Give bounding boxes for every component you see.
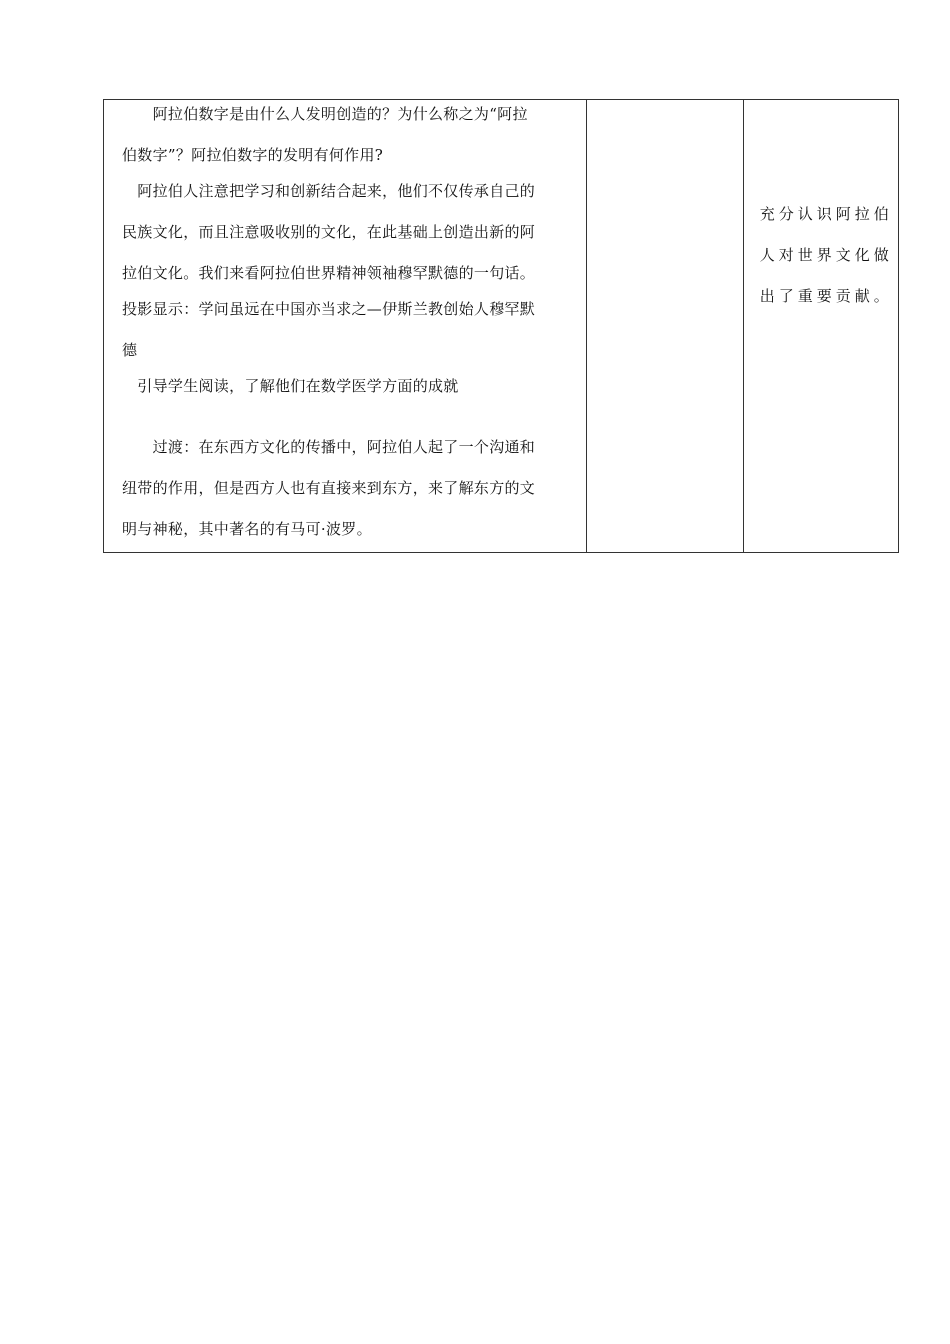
content-line: 伯数字”？阿拉伯数字的发明有何作用? bbox=[122, 146, 384, 164]
content-line: 过渡：在东西方文化的传播中，阿拉伯人起了一个沟通和 bbox=[122, 438, 536, 456]
lesson-table bbox=[103, 99, 899, 553]
teaching-content-cell bbox=[104, 100, 587, 553]
content-line: 明与神秘，其中著名的有马可·波罗。 bbox=[122, 520, 372, 538]
content-line: 引导学生阅读，了解他们在数学医学方面的成就 bbox=[122, 377, 459, 395]
note-line: 充分认识阿拉伯 bbox=[759, 205, 893, 223]
content-line: 阿拉伯人注意把学习和创新结合起来，他们不仅传承自己的 bbox=[122, 182, 536, 200]
content-line: 阿拉伯数字是由什么人发明创造的？为什么称之为“阿拉 bbox=[122, 105, 528, 123]
content-line: 纽带的作用，但是西方人也有直接来到东方，来了解东方的文 bbox=[122, 479, 536, 497]
content-line: 拉伯文化。我们来看阿拉伯世界精神领袖穆罕默德的一句话。 bbox=[122, 264, 536, 282]
content-line: 民族文化，而且注意吸收别的文化，在此基础上创造出新的阿 bbox=[122, 223, 536, 241]
content-line: 投影显示：学问虽远在中国亦当求之—伊斯兰教创始人穆罕默 bbox=[122, 300, 536, 318]
note-line: 出了重要贡献。 bbox=[759, 287, 893, 305]
student-activity-cell bbox=[586, 100, 743, 553]
content-line: 德 bbox=[122, 341, 138, 359]
note-line: 人对世界文化做 bbox=[759, 246, 893, 264]
design-intent-cell bbox=[743, 100, 898, 553]
table-row bbox=[104, 100, 899, 553]
